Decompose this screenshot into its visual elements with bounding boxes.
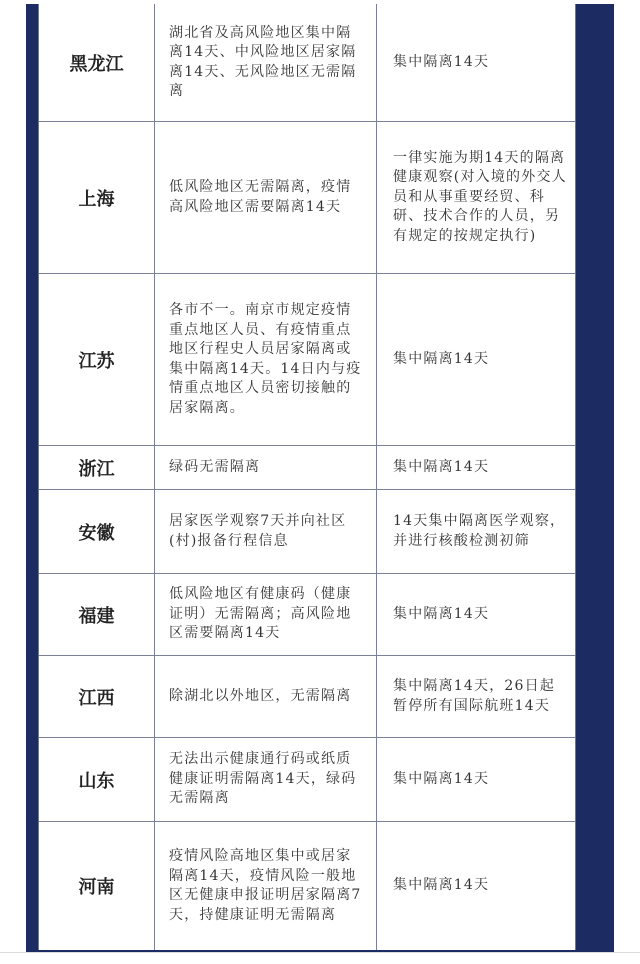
province-cell: 浙江	[39, 446, 155, 489]
overseas-policy-cell: 集中隔离14天	[393, 458, 490, 475]
overseas-policy-cell: 一律实施为期14天的隔离健康观察(对入境的外交人员和从事重要经贸、科研、技术合作的人员，另有规定的按规定执行)	[393, 149, 567, 244]
table-row	[39, 656, 575, 738]
table-row	[39, 4, 575, 122]
domestic-policy-cell: 低风险地区有健康码（健康证明）无需隔离；高风险地区需要隔离14天	[155, 574, 377, 655]
domestic-policy-cell: 除湖北以外地区，无需隔离	[155, 656, 377, 737]
table-row	[39, 574, 575, 656]
domestic-policy-cell: 疫情风险高地区集中或居家隔离14天，疫情风险一般地区无健康申报证明居家隔离7天，持健康证明无需隔离	[155, 822, 377, 950]
page-divider	[0, 952, 640, 953]
overseas-policy-cell: 集中隔离14天	[393, 53, 490, 70]
quarantine-policy-table	[38, 4, 576, 950]
overseas-policy-cell: 集中隔离14天	[393, 877, 490, 894]
province-cell: 黑龙江	[39, 4, 155, 121]
province-cell: 上海	[39, 122, 155, 273]
table-row	[39, 122, 575, 274]
table-row	[39, 490, 575, 574]
table-row	[39, 274, 575, 446]
overseas-policy-cell: 14天集中隔离医学观察，并进行核酸检测初筛	[393, 513, 566, 549]
domestic-policy-cell: 各市不一。南京市规定疫情重点地区人员、有疫情重点地区行程史人员居家隔离或集中隔离14天。14日内与疫情重点地区人员密切接触的居家隔离。	[155, 274, 377, 445]
province-cell: 山东	[39, 738, 155, 821]
table-row	[39, 738, 575, 822]
domestic-policy-cell: 居家医学观察7天并向社区(村)报备行程信息	[155, 490, 377, 573]
province-cell: 安徽	[39, 490, 155, 573]
overseas-policy-cell: 集中隔离14天	[393, 350, 490, 367]
domestic-policy-cell: 低风险地区无需隔离，疫情高风险地区需要隔离14天	[155, 122, 377, 273]
overseas-policy-cell: 集中隔离14天	[393, 770, 490, 787]
domestic-policy-cell: 湖北省及高风险地区集中隔离14天、中风险地区居家隔离14天、无风险地区无需隔离	[155, 4, 377, 121]
table-row	[39, 446, 575, 490]
overseas-policy-cell: 集中隔离14天，26日起暂停所有国际航班14天	[393, 678, 556, 714]
domestic-policy-cell: 无法出示健康通行码或纸质健康证明需隔离14天，绿码无需隔离	[155, 738, 377, 821]
province-cell: 江西	[39, 656, 155, 737]
domestic-policy-cell: 绿码无需隔离	[155, 446, 377, 489]
province-cell: 河南	[39, 822, 155, 950]
province-cell: 江苏	[39, 274, 155, 445]
province-cell: 福建	[39, 574, 155, 655]
table-row	[39, 822, 575, 950]
overseas-policy-cell: 集中隔离14天	[393, 605, 490, 622]
